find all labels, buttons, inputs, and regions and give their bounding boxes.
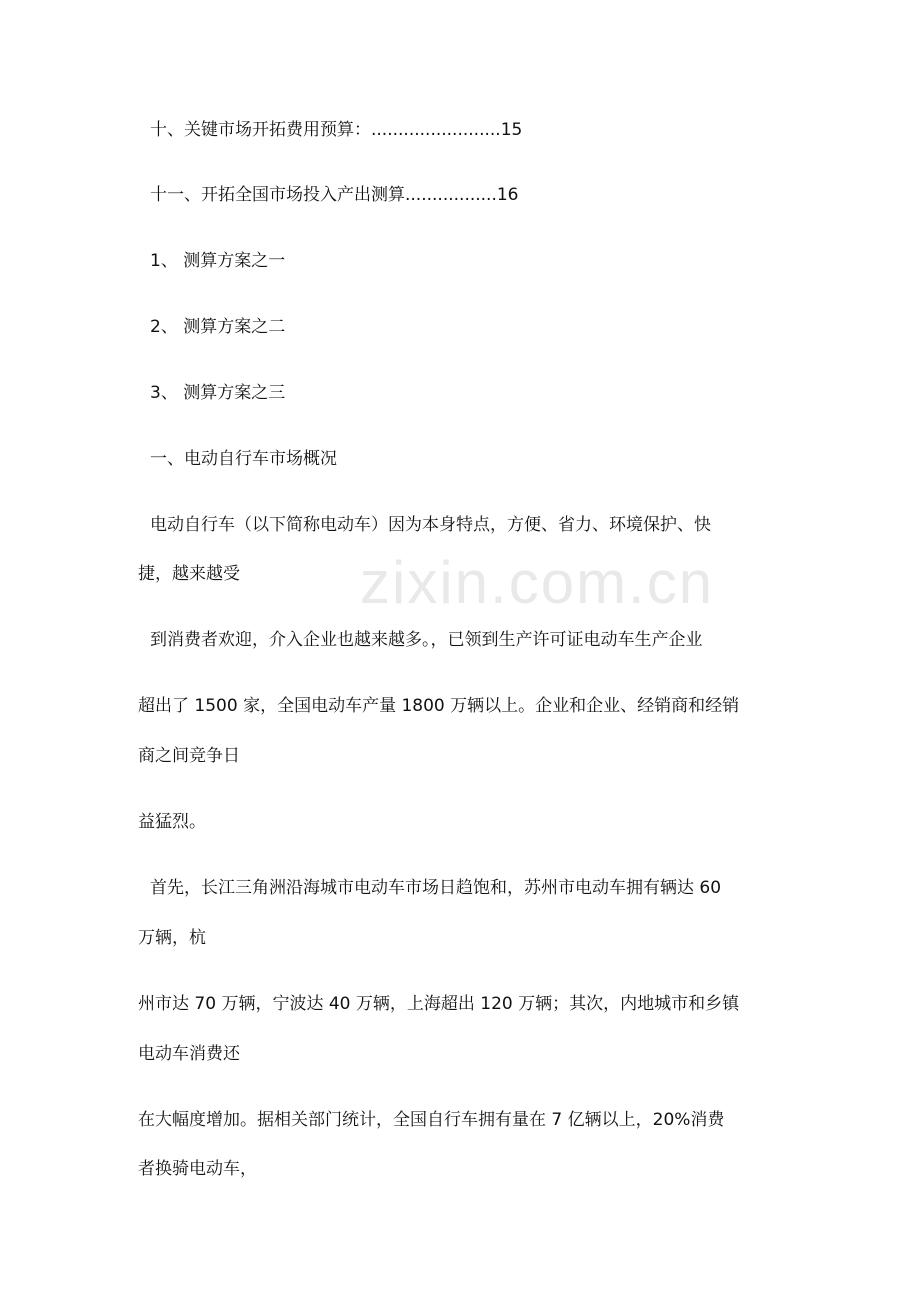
paragraph-line: 者换骑电动车， (138, 1159, 257, 1179)
paragraph-line: 捷，越来越受 (138, 564, 240, 584)
paragraph-line: 万辆，杭 (138, 928, 206, 948)
toc-item-10: 十、关键市场开拓费用预算：........................15 (150, 120, 523, 140)
watermark: zixin.com.cn (360, 549, 715, 616)
toc-sub-3: 3、 测算方案之三 (150, 383, 286, 403)
paragraph-line: 超出了 1500 家，全国电动车产量 1800 万辆以上。企业和企业、经销商和经销 (138, 696, 740, 716)
paragraph-line: 到消费者欢迎，介入企业也越来越多。，已领到生产许可证电动车生产企业 (150, 630, 703, 650)
paragraph-line: 商之间竞争日 (138, 746, 240, 766)
paragraph-line: 电动自行车（以下简称电动车）因为本身特点，方便、省力、环境保护、快 (150, 515, 711, 535)
paragraph-line: 州市达 70 万辆，宁波达 40 万辆，上海超出 120 万辆；其次，内地城市和乡镇 (138, 994, 740, 1014)
toc-sub-1: 1、 测算方案之一 (150, 251, 286, 271)
paragraph-line: 在大幅度增加。据相关部门统计，全国自行车拥有量在 7 亿辆以上，20%消费 (138, 1110, 725, 1130)
paragraph-line: 益猛烈。 (138, 812, 206, 832)
toc-item-11: 十一、开拓全国市场投入产出测算.................16 (150, 185, 519, 205)
toc-sub-2: 2、 测算方案之二 (150, 317, 286, 337)
section-heading: 一、电动自行车市场概况 (150, 449, 337, 469)
paragraph-line: 电动车消费还 (138, 1044, 240, 1064)
paragraph-line: 首先，长江三角洲沿海城市电动车市场日趋饱和，苏州市电动车拥有辆达 60 (150, 878, 722, 898)
